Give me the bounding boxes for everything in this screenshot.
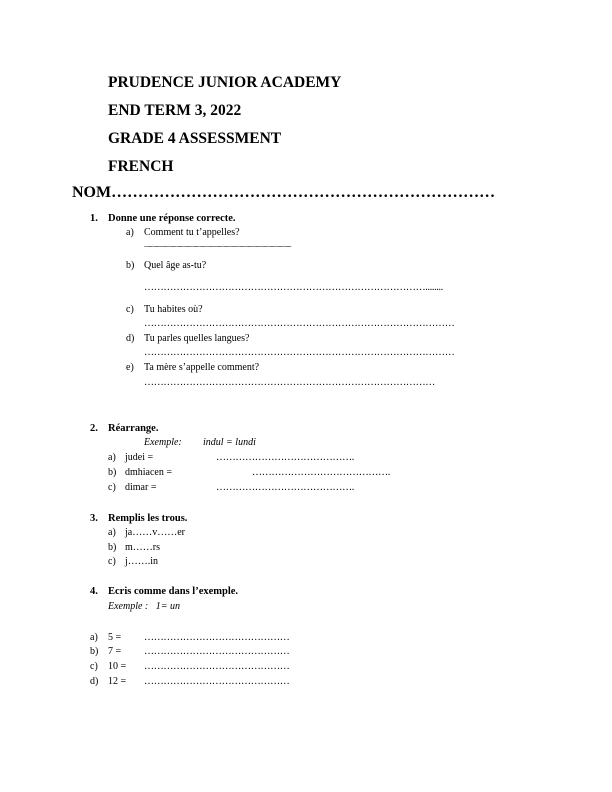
item-text: Tu parles quelles langues? <box>144 333 250 344</box>
item-text: 12 = <box>108 676 127 687</box>
item-text: dmhiacen = <box>125 467 173 478</box>
name-field[interactable]: NOM……………………………………………………………… <box>72 184 496 201</box>
grade-title: GRADE 4 ASSESSMENT <box>108 130 282 147</box>
item-letter: a) <box>126 227 134 238</box>
question-number: 4. <box>90 586 98 597</box>
item-letter: a) <box>108 452 116 463</box>
item-letter: c) <box>108 482 116 493</box>
example-text: Exemple : 1= un <box>108 601 181 612</box>
item-letter: a) <box>90 632 98 643</box>
item-letter: d) <box>90 676 99 687</box>
item-text: Comment tu t’appelles? <box>144 227 240 238</box>
item-letter: c) <box>126 304 134 315</box>
question-number: 3. <box>90 513 98 524</box>
question-title: Réarrange. <box>108 423 159 434</box>
item-text: Quel âge as-tu? <box>144 260 207 271</box>
item-letter: d) <box>126 333 135 344</box>
question-title: Donne une réponse correcte. <box>108 213 236 224</box>
answer-line[interactable]: ................................................................................................................................ <box>144 241 292 249</box>
item-letter: b) <box>90 646 99 657</box>
answer-line[interactable]: ……………………………………… <box>144 632 290 643</box>
answer-line[interactable]: ……………………………………… <box>144 646 290 657</box>
item-letter: c) <box>108 556 116 567</box>
item-text: Ta mère s’appelle comment? <box>144 362 260 373</box>
answer-line[interactable]: ……………………………………… <box>144 676 290 687</box>
fill-in-word[interactable]: j…….in <box>125 556 159 567</box>
fill-in-word[interactable]: ja……v……er <box>125 527 185 538</box>
item-text: 10 = <box>108 661 127 672</box>
question-number: 1. <box>90 213 98 224</box>
item-letter: a) <box>108 527 116 538</box>
item-letter: b) <box>108 542 117 553</box>
subject-title: FRENCH <box>108 158 174 175</box>
answer-line[interactable]: ……………………………………. <box>216 452 355 463</box>
item-text: 5 = <box>108 632 122 643</box>
answer-line[interactable]: …………………………………………………………………………………… <box>144 318 455 329</box>
item-text: Tu habites où? <box>144 304 203 315</box>
item-text: dimar = <box>125 482 157 493</box>
question-title: Remplis les trous. <box>108 513 188 524</box>
answer-line[interactable]: ……………………………………………………………………………........ <box>144 282 443 293</box>
answer-line[interactable]: ……………………………………… <box>144 661 290 672</box>
school-name: PRUDENCE JUNIOR ACADEMY <box>108 74 342 91</box>
item-letter: b) <box>108 467 117 478</box>
term-title: END TERM 3, 2022 <box>108 102 242 119</box>
example-label: Exemple: <box>144 437 182 448</box>
fill-in-word[interactable]: m……rs <box>125 542 160 553</box>
answer-line[interactable]: ……………………………………………………………………………… <box>144 377 436 388</box>
answer-line[interactable]: …………………………………………………………………………………… <box>144 347 455 358</box>
answer-line[interactable]: ……………………………………. <box>216 482 355 493</box>
item-letter: c) <box>90 661 98 672</box>
item-text: judei = <box>125 452 154 463</box>
item-letter: e) <box>126 362 134 373</box>
item-letter: b) <box>126 260 135 271</box>
question-number: 2. <box>90 423 98 434</box>
question-title: Ecris comme dans l’exemple. <box>108 586 239 597</box>
answer-line[interactable]: ……………………………………. <box>252 467 391 478</box>
item-text: 7 = <box>108 646 122 657</box>
example-text: indul = lundi <box>203 437 256 448</box>
